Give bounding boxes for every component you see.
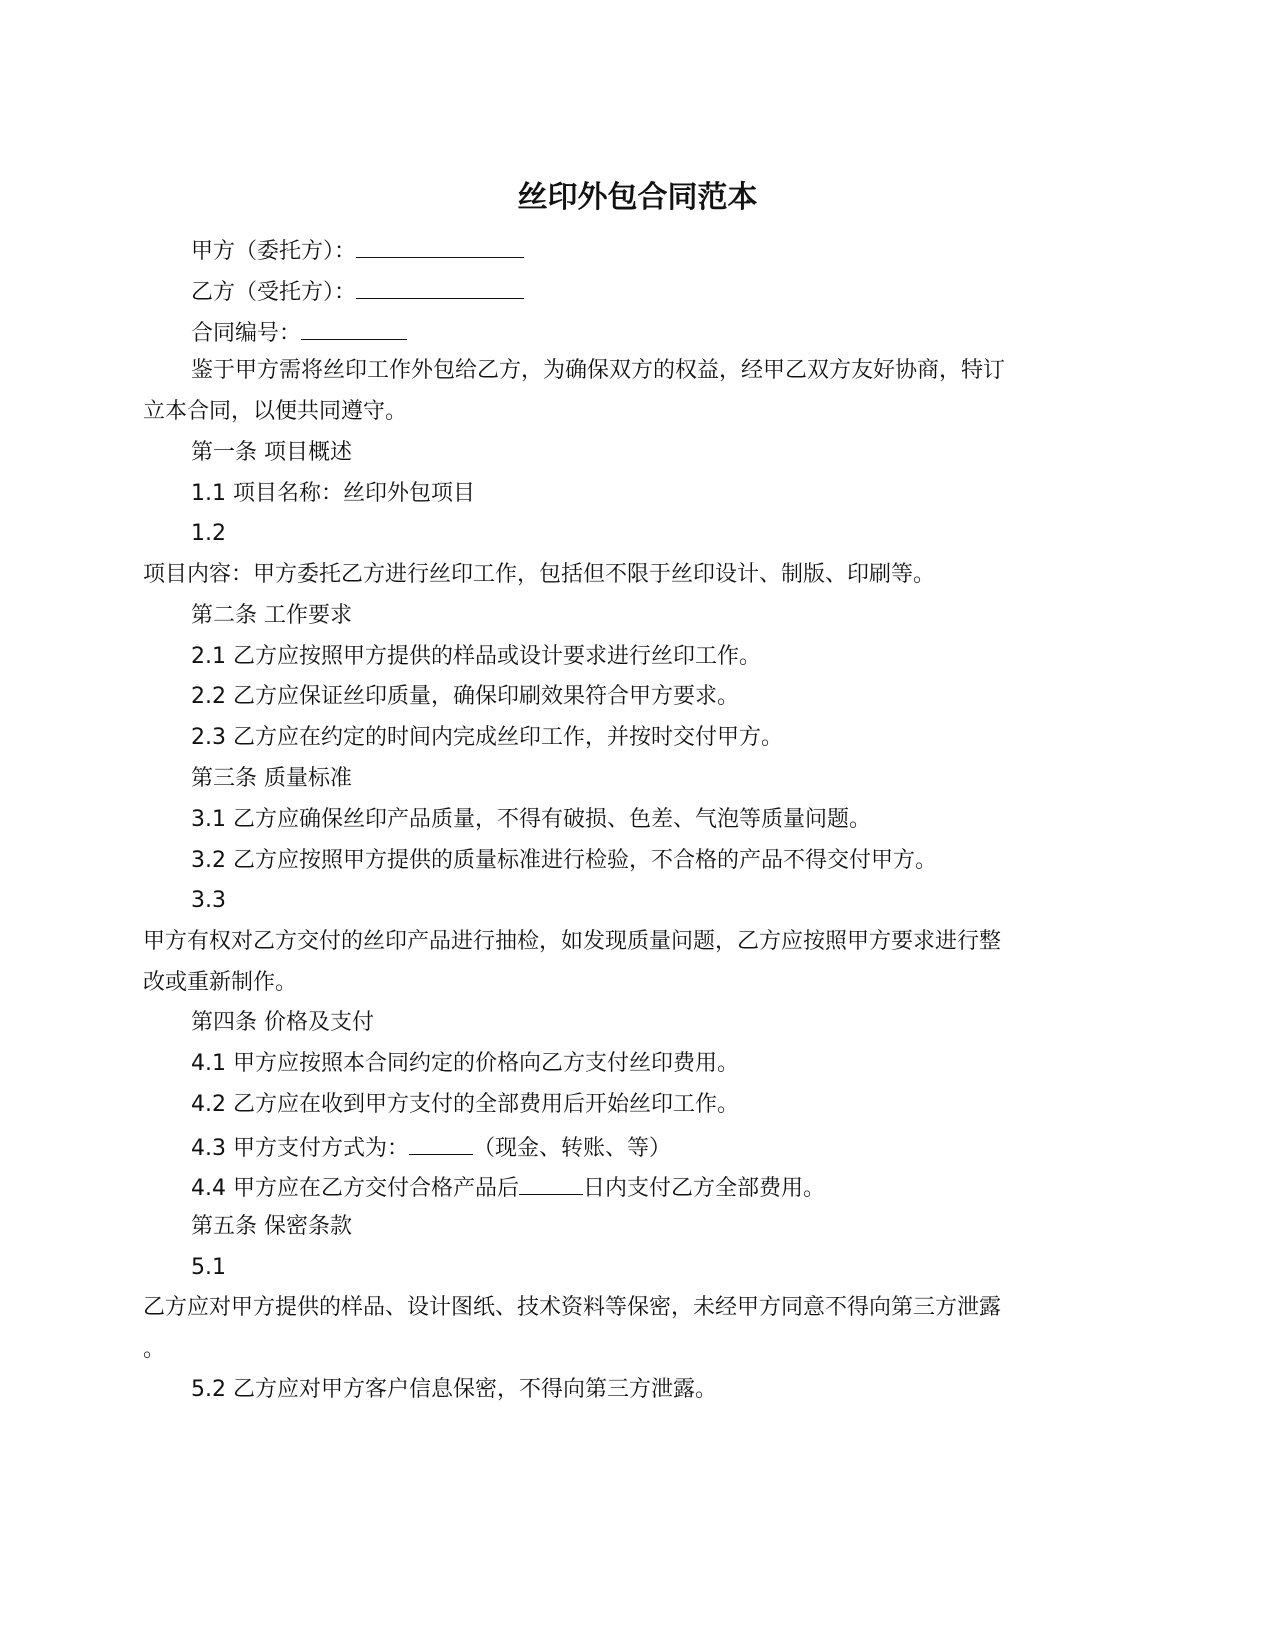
clause-2-1: 2.1 乙方应按照甲方提供的样品或设计要求进行丝印工作。	[191, 644, 761, 669]
clause-3-3-number: 3.3	[191, 888, 226, 913]
preamble-line-2: 立本合同，以便共同遵守。	[143, 399, 408, 424]
article3-heading: 第三条 质量标准	[191, 766, 352, 791]
contract-no-blank	[301, 317, 407, 340]
contract-no-label: 合同编号：	[191, 321, 302, 346]
clause-4-2: 4.2 乙方应在收到甲方支付的全部费用后开始丝印工作。	[191, 1092, 739, 1117]
clause-5-2: 5.2 乙方应对甲方客户信息保密，不得向第三方泄露。	[191, 1377, 717, 1402]
clause-1-1: 1.1 项目名称：丝印外包项目	[191, 481, 475, 506]
clause-5-1-number: 5.1	[191, 1255, 226, 1280]
clause-1-2-number: 1.2	[191, 521, 226, 546]
party-b-label: 乙方（受托方）：	[191, 280, 357, 305]
article4-heading: 第四条 价格及支付	[191, 1010, 374, 1035]
party-a-line	[191, 235, 524, 266]
clause-3-1: 3.1 乙方应确保丝印产品质量，不得有破损、色差、气泡等质量问题。	[191, 807, 871, 832]
clause-5-1-line-2: 。	[143, 1337, 166, 1362]
payment-method-blank	[409, 1132, 473, 1155]
clause-4-3	[191, 1132, 671, 1163]
clause-4-3-options: （现金、转账、等）	[472, 1136, 671, 1161]
party-a-blank	[356, 235, 524, 258]
article1-heading: 第一条 项目概述	[191, 440, 352, 465]
document-title: 丝印外包合同范本	[517, 180, 758, 215]
clause-3-3-line-2: 改或重新制作。	[143, 970, 298, 995]
party-b-line	[191, 276, 524, 307]
clause-4-4-label: 4.4 甲方应在乙方交付合格产品后	[191, 1176, 519, 1201]
party-a-label: 甲方（委托方）：	[191, 239, 357, 264]
clause-4-3-label: 4.3 甲方支付方式为：	[191, 1136, 409, 1161]
contract-no-line	[191, 317, 407, 348]
article5-heading: 第五条 保密条款	[191, 1214, 352, 1239]
clause-1-2-text: 项目内容：甲方委托乙方进行丝印工作，包括但不限于丝印设计、制版、印刷等。	[143, 562, 936, 587]
preamble-line-1: 鉴于甲方需将丝印工作外包给乙方，为确保双方的权益，经甲乙双方友好协商，特订	[191, 358, 1006, 383]
payment-days-blank	[519, 1172, 583, 1195]
clause-3-3-line-1: 甲方有权对乙方交付的丝印产品进行抽检，如发现质量问题，乙方应按照甲方要求进行整	[143, 929, 1002, 954]
party-b-blank	[356, 276, 524, 299]
clause-2-2: 2.2 乙方应保证丝印质量，确保印刷效果符合甲方要求。	[191, 684, 739, 709]
article2-heading: 第二条 工作要求	[191, 603, 352, 628]
clause-4-4-rest: 日内支付乙方全部费用。	[582, 1176, 825, 1201]
clause-5-1-line-1: 乙方应对甲方提供的样品、设计图纸、技术资料等保密，未经甲方同意不得向第三方泄露	[143, 1295, 1002, 1320]
clause-2-3: 2.3 乙方应在约定的时间内完成丝印工作，并按时交付甲方。	[191, 725, 783, 750]
clause-4-4	[191, 1172, 825, 1203]
clause-3-2: 3.2 乙方应按照甲方提供的质量标准进行检验，不合格的产品不得交付甲方。	[191, 848, 937, 873]
clause-4-1: 4.1 甲方应按照本合同约定的价格向乙方支付丝印费用。	[191, 1051, 739, 1076]
